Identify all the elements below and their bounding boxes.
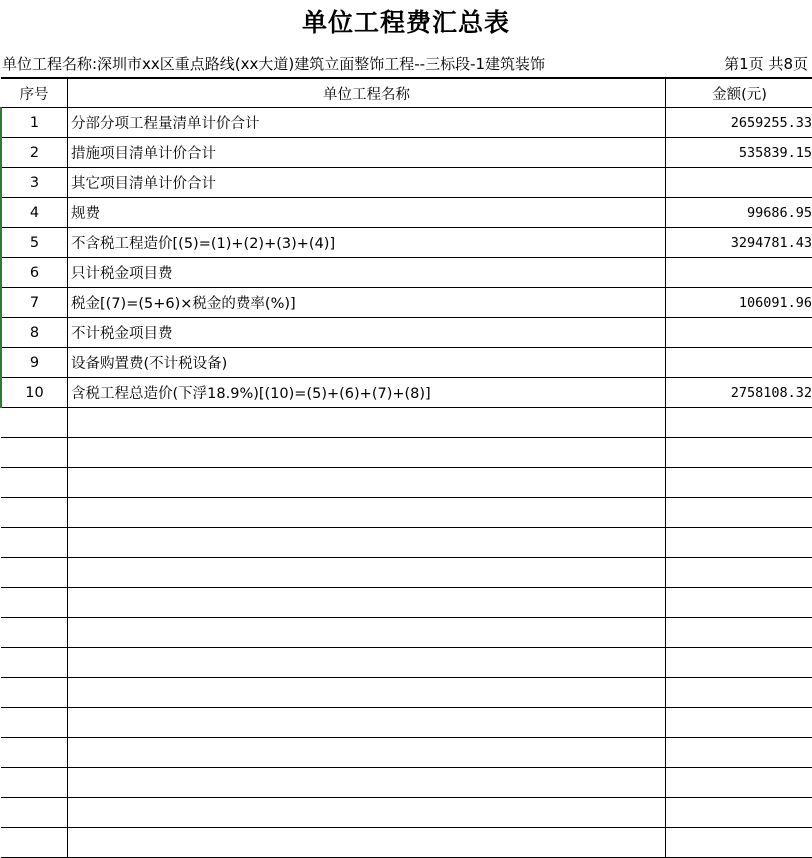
empty-row xyxy=(1,828,812,858)
row-seq-cell[interactable]: 6 xyxy=(1,258,68,288)
row-amount-text: 106091.96 xyxy=(739,295,812,311)
empty-amount-cell[interactable] xyxy=(666,558,812,588)
row-amount-cell[interactable] xyxy=(666,198,812,228)
row-amount-text: 2758108.32 xyxy=(731,385,812,401)
row-name-cell[interactable] xyxy=(68,378,666,408)
row-name-text: 设备购置费(不计税设备) xyxy=(68,356,227,372)
empty-seq-cell[interactable] xyxy=(1,678,68,708)
empty-seq-cell[interactable] xyxy=(1,828,68,858)
row-seq-cell[interactable]: 3 xyxy=(1,168,68,198)
empty-name-cell[interactable] xyxy=(68,768,666,798)
empty-name-cell[interactable] xyxy=(68,708,666,738)
empty-seq-cell[interactable] xyxy=(1,738,68,768)
header-amount[interactable]: 金额(元) xyxy=(666,78,812,108)
row-seq-cell[interactable]: 9 xyxy=(1,348,68,378)
empty-amount-cell[interactable] xyxy=(666,798,812,828)
row-name-cell[interactable] xyxy=(68,168,666,198)
row-amount-cell[interactable] xyxy=(666,138,812,168)
table-row xyxy=(1,198,812,228)
row-name-text: 其它项目清单计价合计 xyxy=(68,176,216,192)
row-name-cell[interactable] xyxy=(68,258,666,288)
empty-row xyxy=(1,618,812,648)
project-name-label: 单位工程名称:深圳市xx区重点路线(xx大道)建筑立面整饰工程--三标段-1建筑装饰 xyxy=(2,53,545,74)
table-row xyxy=(1,108,812,138)
empty-name-cell[interactable] xyxy=(68,498,666,528)
empty-seq-cell[interactable] xyxy=(1,648,68,678)
row-name-cell[interactable] xyxy=(68,228,666,258)
empty-amount-cell[interactable] xyxy=(666,678,812,708)
empty-amount-cell[interactable] xyxy=(666,738,812,768)
row-amount-text: 535839.15 xyxy=(739,145,812,161)
row-name-cell[interactable] xyxy=(68,198,666,228)
row-seq-cell[interactable]: 2 xyxy=(1,138,68,168)
row-seq-cell[interactable]: 4 xyxy=(1,198,68,228)
row-name-text: 税金[(7)=(5+6)×税金的费率(%)] xyxy=(68,296,296,312)
row-name-cell[interactable] xyxy=(68,318,666,348)
table-body xyxy=(1,108,812,858)
empty-name-cell[interactable] xyxy=(68,528,666,558)
row-amount-text: 2659255.33 xyxy=(731,115,812,131)
empty-row xyxy=(1,438,812,468)
empty-name-cell[interactable] xyxy=(68,648,666,678)
empty-seq-cell[interactable] xyxy=(1,438,68,468)
empty-row xyxy=(1,678,812,708)
row-name-text: 措施项目清单计价合计 xyxy=(68,146,216,162)
row-seq-cell[interactable]: 8 xyxy=(1,318,68,348)
table-row xyxy=(1,348,812,378)
row-seq-cell[interactable]: 5 xyxy=(1,228,68,258)
empty-seq-cell[interactable] xyxy=(1,768,68,798)
row-seq-cell[interactable]: 1 xyxy=(1,108,68,138)
row-amount-cell[interactable] xyxy=(666,168,812,198)
row-name-cell[interactable] xyxy=(68,288,666,318)
row-amount-text: 99686.95 xyxy=(747,205,812,221)
empty-row xyxy=(1,498,812,528)
empty-row xyxy=(1,798,812,828)
empty-seq-cell[interactable] xyxy=(1,618,68,648)
empty-amount-cell[interactable] xyxy=(666,588,812,618)
row-amount-cell[interactable] xyxy=(666,228,812,258)
row-seq-cell[interactable]: 10 xyxy=(1,378,68,408)
table-row xyxy=(1,258,812,288)
empty-amount-cell[interactable] xyxy=(666,768,812,798)
summary-table xyxy=(0,77,812,858)
empty-name-cell[interactable] xyxy=(68,438,666,468)
empty-row xyxy=(1,648,812,678)
row-name-text: 不含税工程造价[(5)=(1)+(2)+(3)+(4)] xyxy=(68,236,335,252)
empty-name-cell[interactable] xyxy=(68,468,666,498)
row-name-cell[interactable] xyxy=(68,108,666,138)
empty-row xyxy=(1,558,812,588)
table-row xyxy=(1,288,812,318)
row-name-text: 规费 xyxy=(68,206,100,222)
empty-seq-cell[interactable] xyxy=(1,498,68,528)
header-row xyxy=(1,78,812,108)
row-name-text: 只计税金项目费 xyxy=(68,266,173,282)
empty-row xyxy=(1,738,812,768)
table-row xyxy=(1,228,812,258)
empty-seq-cell[interactable] xyxy=(1,798,68,828)
row-name-text: 含税工程总造价(下浮18.9%)[(10)=(5)+(6)+(7)+(8)] xyxy=(68,386,431,402)
empty-seq-cell[interactable] xyxy=(1,408,68,438)
empty-row xyxy=(1,468,812,498)
empty-seq-cell[interactable] xyxy=(1,558,68,588)
header-name[interactable]: 单位工程名称 xyxy=(68,78,666,108)
row-seq-cell[interactable]: 7 xyxy=(1,288,68,318)
empty-amount-cell[interactable] xyxy=(666,648,812,678)
empty-name-cell[interactable] xyxy=(68,798,666,828)
table-row xyxy=(1,378,812,408)
empty-row xyxy=(1,528,812,558)
row-amount-text: 3294781.43 xyxy=(731,235,812,251)
empty-amount-cell[interactable] xyxy=(666,528,812,558)
row-name-text: 分部分项工程量清单计价合计 xyxy=(68,116,260,132)
row-name-text: 不计税金项目费 xyxy=(68,326,173,342)
empty-amount-cell[interactable] xyxy=(666,408,812,438)
empty-name-cell[interactable] xyxy=(68,738,666,768)
row-amount-cell[interactable] xyxy=(666,288,812,318)
table-row xyxy=(1,138,812,168)
row-amount-cell[interactable] xyxy=(666,258,812,288)
empty-seq-cell[interactable] xyxy=(1,528,68,558)
row-name-cell[interactable] xyxy=(68,138,666,168)
row-amount-cell[interactable] xyxy=(666,318,812,348)
empty-amount-cell[interactable] xyxy=(666,468,812,498)
page-indicator: 第1页 共8页 xyxy=(724,53,808,74)
header-seq[interactable]: 序号 xyxy=(1,78,68,108)
row-amount-cell[interactable] xyxy=(666,348,812,378)
empty-amount-cell[interactable] xyxy=(666,498,812,528)
empty-amount-cell[interactable] xyxy=(666,828,812,858)
row-amount-cell[interactable] xyxy=(666,378,812,408)
empty-name-cell[interactable] xyxy=(68,828,666,858)
empty-seq-cell[interactable] xyxy=(1,708,68,738)
empty-amount-cell[interactable] xyxy=(666,618,812,648)
table-row xyxy=(1,168,812,198)
empty-amount-cell[interactable] xyxy=(666,438,812,468)
empty-name-cell[interactable] xyxy=(68,618,666,648)
page-title: 单位工程费汇总表 xyxy=(0,3,812,43)
empty-name-cell[interactable] xyxy=(68,558,666,588)
table-row xyxy=(1,318,812,348)
empty-row xyxy=(1,588,812,618)
empty-row xyxy=(1,768,812,798)
empty-row xyxy=(1,708,812,738)
empty-amount-cell[interactable] xyxy=(666,708,812,738)
empty-seq-cell[interactable] xyxy=(1,468,68,498)
empty-name-cell[interactable] xyxy=(68,588,666,618)
empty-row xyxy=(1,408,812,438)
empty-name-cell[interactable] xyxy=(68,408,666,438)
document-meta xyxy=(0,48,812,76)
empty-seq-cell[interactable] xyxy=(1,588,68,618)
row-amount-cell[interactable] xyxy=(666,108,812,138)
row-name-cell[interactable] xyxy=(68,348,666,378)
empty-name-cell[interactable] xyxy=(68,678,666,708)
